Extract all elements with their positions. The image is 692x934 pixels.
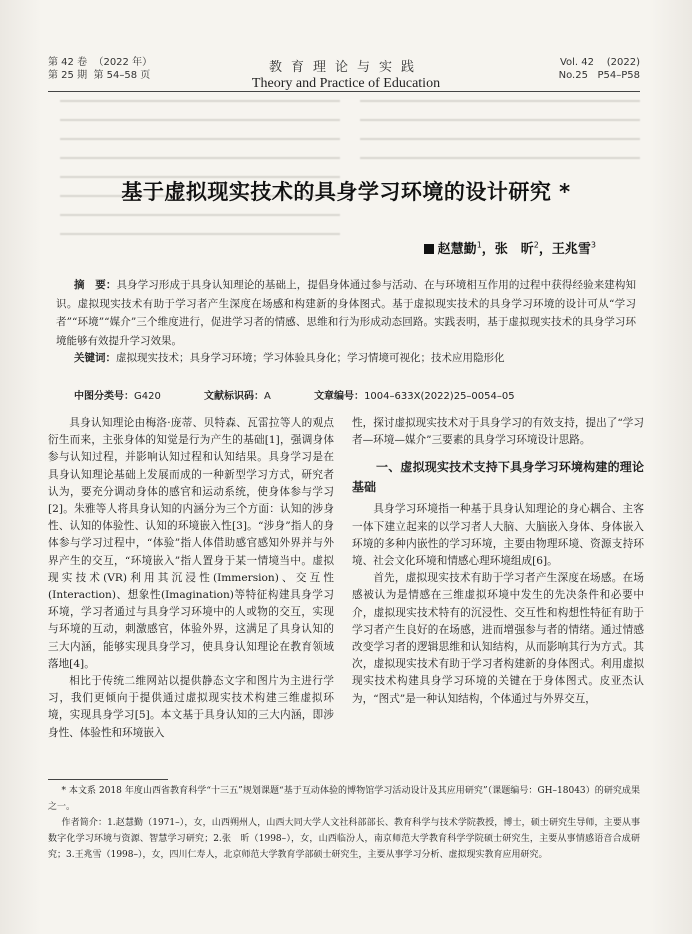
header-pages: 第 54–58 页	[93, 70, 151, 81]
header-issue-en: No.25	[558, 70, 588, 81]
author-1: 赵慧勤	[437, 242, 477, 257]
journal-title-cn: 教育理论与实践	[268, 60, 423, 75]
keywords-text: 虚拟现实技术；具身学习环境；学习体验具身化；学习情境可视化；技术应用隐形化	[116, 352, 505, 364]
body-column-right	[352, 415, 644, 708]
author-3: ，王兆雪	[538, 242, 591, 257]
body-paragraph: 首先，虚拟现实技术有助于学习者产生深度在场感。在场感被认为是情感在三维虚拟环境中发生的先决条件和必要中介，虚拟现实技术特有的沉浸性、交互性和构想性特征有助于学习者产生良好的在场感，进而增强参与者的情绪。通过情感改变学习者的逻辑思维和认知结构，从而影响其行为方式。其次，虚拟现实技术有助于学习者构建新的身体图式。利用虚拟现实技术构建具身学习环境的关键在于身体图式。皮亚杰认为，“图式”是一种认知结构，个体通过与外界交互，	[352, 572, 644, 705]
footnotes	[48, 783, 640, 863]
keywords-label: 关键词：	[74, 352, 116, 364]
header-right	[559, 56, 640, 82]
abstract-label: 摘 要：	[74, 279, 117, 291]
bleed-through-texture-right	[360, 100, 640, 160]
footnote-author-bio: 作者简介：1.赵慧勤（1971–），女，山西朔州人，山西大同大学人文社科部部长、教育科学与技术学院教授，博士，硕士研究生导师，主要从事数字化学习环境与资源、智慧学习研究；2.张 昕（1998–），女，山西临汾人，南京师范大学教育科学学院硕士研究生，主要从事情感语音合成研究；3.王兆雪（1998–），女，四川仁寿人，北京师范大学教育学部硕士研究生，主要从事学习分析、虚拟现实教育应用研究。	[48, 818, 640, 860]
author-2: ，张 昕	[481, 242, 534, 257]
author-marker-icon	[424, 244, 434, 254]
header-volume: 第 42 卷	[48, 57, 88, 68]
footnote-rule	[48, 779, 168, 780]
author-2-affil: 2	[533, 240, 539, 250]
keywords	[74, 349, 636, 367]
footnote-fund: * 本文系 2018 年度山西省教育科学“十三五”规划课题“基于互动体验的博物馆学习活动设计及其应用研究”（课题编号：GH–18043）的研究成果之一。	[48, 786, 640, 812]
bleed-through-texture	[60, 100, 340, 250]
body-paragraph: 具身认知理论由梅洛·庞蒂、贝特森、瓦雷拉等人的观点衍生而来，主张身体的知觉是行为产生的基础[1]，强调身体参与认知过程，并影响认知过程和认知结果。具身学习是在具身认知理论基础上发展而成的一种新型学习方式，研究者认为，要充分调动身体的感官和运动系统，使身体参与学习[2]。朱雅等人将具身认知的内涵分为三个方面：认知的涉身性、认知的体验性、认知的环境嵌入性[3]。“涉身”指人的身体参与学习过程中，“体验”指人体借助感官感知外界并与外界产生的交互，“环境嵌入”指人置身于某一情境当中。虚拟现实技术(VR)利用其沉浸性(Immersion)、交互性(Interaction)、想象性(Imagination)等特征构建具身学习环境，学习者通过与具身学习环境中的人或物的交互，实现与环境的互动，刺激感官，体验外界，这满足了具身认知的三大内涵，能够实现具身学习，使具身认知理论在教育领域落地[4]。	[48, 417, 334, 670]
abstract	[56, 276, 636, 350]
abstract-text: 具身学习形成于具身认知理论的基础上，提倡身体通过参与活动、在与环境相互作用的过程中获得经验来建构知识。虚拟现实技术有助于学习者产生深度在场感和构建新的身体图式。基于虚拟现实技术的具身学习环境的设计可从“学习者”“环境”“媒介”三个维度进行，促进学习者的情感、思维和行为形成动态回路。实践表明，基于虚拟现实技术的具身学习环境能够有效提升学习效果。	[56, 279, 637, 347]
article-title: 基于虚拟现实技术的具身学习环境的设计研究 *	[121, 180, 571, 204]
body-paragraph: 性，探讨虚拟现实技术对于具身学习的有效支持，提出了“学习者—环境—媒介”三要素的具身学习环境设计思路。	[352, 417, 644, 447]
journal-title-en: Theory and Practice of Education	[251, 76, 441, 91]
author-line	[424, 238, 596, 257]
author-1-affil: 1	[476, 240, 482, 250]
body-paragraph: 相比于传统二维网站以提供静态文字和图片为主进行学习，我们更倾向于提供通过虚拟现实技术构建三维虚拟环境，实现具身学习[5]。本文基于具身认知的三大内涵，即涉身性、体验性和环境嵌入	[48, 675, 334, 739]
body-column-left	[48, 415, 334, 742]
header-pages-en: P54–P58	[597, 70, 640, 81]
header-year: （2022 年）	[93, 57, 153, 68]
body-paragraph: 具身学习环境指一种基于具身认知理论的身心耦合、主客一体下建立起来的以学习者人大脑、大脑嵌入身体、身体嵌入环境的多种内嵌性的学习环境，主要由物理环境、资源支持环境、社会文化环境和情感心理环境组成[6]。	[352, 503, 644, 568]
clc-number: 中图分类号：G420	[74, 391, 161, 402]
article-number: 文章编号：1004–633X(2022)25–0054–05	[314, 391, 515, 402]
section-heading: 一、虚拟现实技术支持下具身学习环境构建的理论基础	[352, 460, 644, 495]
header-volume-en: Vol. 42	[559, 57, 595, 68]
header-rule	[48, 91, 640, 92]
document-code: 文献标识码：A	[204, 391, 271, 402]
header-year-en: (2022)	[606, 57, 640, 68]
header-issue: 第 25 期	[48, 70, 88, 81]
author-3-affil: 3	[590, 240, 596, 250]
classification-line	[74, 387, 636, 402]
